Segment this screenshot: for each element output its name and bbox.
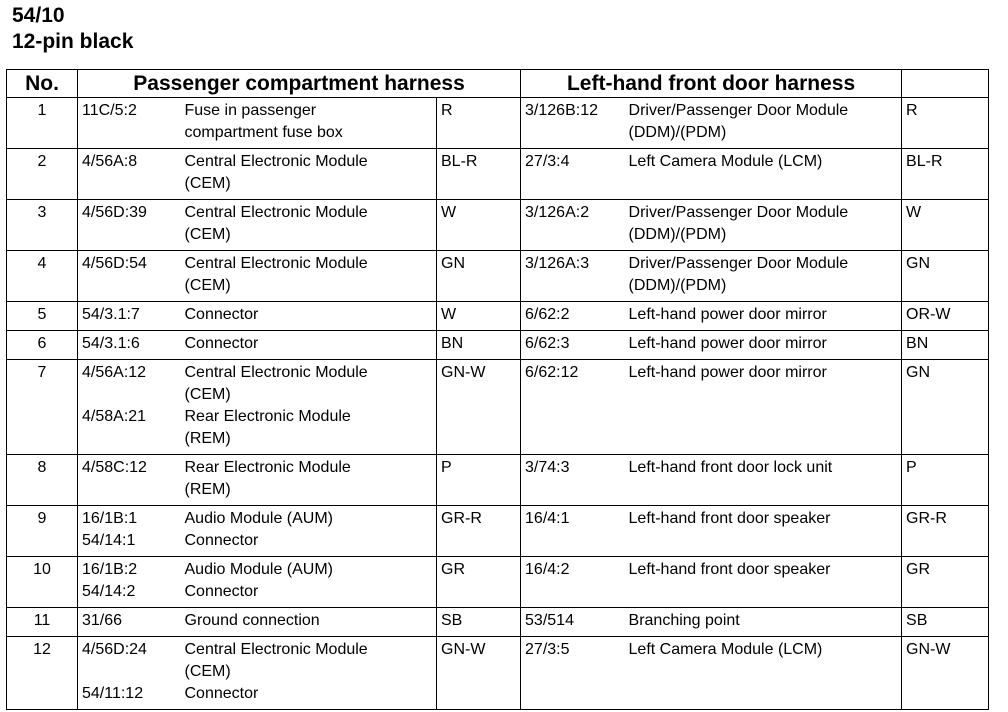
passenger-wire-color: GN-W — [437, 637, 521, 710]
passenger-component-description — [181, 200, 437, 251]
component-description-line: (CEM) — [184, 226, 231, 243]
door-component-code — [521, 149, 625, 200]
table-row — [7, 331, 989, 360]
passenger-component-description — [181, 608, 437, 637]
passenger-wire-color: GN-W — [437, 360, 521, 455]
connector-id: 54/10 — [12, 4, 65, 27]
component-description-line: (REM) — [184, 430, 231, 447]
component-code: 53/514 — [525, 612, 574, 629]
spacer — [82, 479, 177, 501]
spacer — [82, 661, 177, 683]
component-description-line: Rear Electronic Module — [184, 459, 351, 476]
component-code: 3/126A:3 — [525, 255, 590, 272]
pin-number: 6 — [7, 331, 78, 360]
component-description-line: Left-hand front door speaker — [628, 561, 831, 578]
pin-number: 9 — [7, 506, 78, 557]
table-row — [7, 360, 989, 455]
component-description-line: Fuse in passenger — [184, 102, 317, 119]
door-component-description — [625, 98, 902, 149]
door-component-description — [625, 637, 902, 710]
component-code: 4/56D:39 — [82, 204, 147, 221]
passenger-wire-color: GR — [437, 557, 521, 608]
pin-number: 5 — [7, 302, 78, 331]
passenger-component-code — [78, 455, 181, 506]
component-code: 3/126A:2 — [525, 204, 590, 221]
component-description-line: Left-hand power door mirror — [628, 364, 827, 381]
component-code: 4/56A:8 — [82, 153, 138, 170]
passenger-wire-color: W — [437, 200, 521, 251]
passenger-component-description — [181, 360, 437, 455]
pin-number: 4 — [7, 251, 78, 302]
component-description-line: Driver/Passenger Door Module — [628, 255, 849, 272]
door-component-code — [521, 200, 625, 251]
component-description-line: (CEM) — [184, 175, 231, 192]
spacer — [82, 122, 177, 144]
col-header-blank — [902, 70, 989, 98]
passenger-wire-color: GR-R — [437, 506, 521, 557]
component-description-line: Audio Module (AUM) — [184, 510, 333, 527]
table-row — [7, 251, 989, 302]
passenger-component-code — [78, 360, 181, 455]
door-wire-color: OR-W — [902, 302, 989, 331]
passenger-component-description — [181, 98, 437, 149]
component-code: 4/58A:21 — [82, 408, 147, 425]
passenger-wire-color: GN — [437, 251, 521, 302]
component-description-line: (DDM)/(PDM) — [628, 277, 727, 294]
door-wire-color: BN — [902, 331, 989, 360]
component-description-line: Central Electronic Module — [184, 364, 368, 381]
passenger-wire-color: BN — [437, 331, 521, 360]
component-description-line: Left-hand front door lock unit — [628, 459, 833, 476]
component-description-line: Central Electronic Module — [184, 641, 368, 658]
component-description-line: (CEM) — [184, 277, 231, 294]
col-header-no: No. — [7, 70, 78, 98]
component-code: 16/4:1 — [525, 510, 570, 527]
table-row — [7, 98, 989, 149]
door-component-code — [521, 251, 625, 302]
door-wire-color: SB — [902, 608, 989, 637]
passenger-component-code — [78, 506, 181, 557]
component-description-line: Left-hand power door mirror — [628, 335, 827, 352]
table-row — [7, 637, 989, 710]
door-component-description — [625, 331, 902, 360]
door-wire-color: GN — [902, 251, 989, 302]
door-component-code — [521, 557, 625, 608]
passenger-component-description — [181, 302, 437, 331]
passenger-component-description — [181, 455, 437, 506]
component-description-line: Central Electronic Module — [184, 255, 368, 272]
passenger-component-code — [78, 251, 181, 302]
passenger-component-description — [181, 557, 437, 608]
door-component-code — [521, 302, 625, 331]
passenger-component-code — [78, 331, 181, 360]
component-code: 54/3.1:7 — [82, 306, 140, 323]
pin-number: 10 — [7, 557, 78, 608]
door-component-code — [521, 455, 625, 506]
door-wire-color: GR — [902, 557, 989, 608]
spacer — [82, 384, 177, 406]
door-wire-color: GR-R — [902, 506, 989, 557]
component-description-line: (CEM) — [184, 386, 231, 403]
passenger-wire-color: BL-R — [437, 149, 521, 200]
door-wire-color: GN-W — [902, 637, 989, 710]
component-code: 27/3:5 — [525, 641, 570, 658]
component-description-line: Driver/Passenger Door Module — [628, 102, 849, 119]
component-description-line: Connector — [184, 335, 259, 352]
door-component-description — [625, 302, 902, 331]
connector-pin-table — [6, 69, 989, 710]
passenger-component-code — [78, 149, 181, 200]
pin-number: 11 — [7, 608, 78, 637]
component-code: 54/14:1 — [82, 532, 136, 549]
component-code: 3/126B:12 — [525, 102, 598, 119]
pin-number: 7 — [7, 360, 78, 455]
door-component-description — [625, 200, 902, 251]
component-description-line: Connector — [184, 306, 259, 323]
table-row — [7, 506, 989, 557]
passenger-component-description — [181, 637, 437, 710]
door-component-description — [625, 251, 902, 302]
component-description-line: Connector — [184, 583, 259, 600]
passenger-component-code — [78, 557, 181, 608]
pin-number: 8 — [7, 455, 78, 506]
component-code: 6/62:3 — [525, 335, 570, 352]
component-description-line: Ground connection — [184, 612, 320, 629]
door-component-description — [625, 360, 902, 455]
component-code: 16/1B:1 — [82, 510, 138, 527]
passenger-component-code — [78, 637, 181, 710]
component-description-line: Rear Electronic Module — [184, 408, 351, 425]
door-wire-color: R — [902, 98, 989, 149]
component-description-line: Left Camera Module (LCM) — [628, 153, 823, 170]
table-body — [7, 98, 989, 710]
component-code: 31/66 — [82, 612, 123, 629]
spacer — [82, 224, 177, 246]
door-component-code — [521, 506, 625, 557]
component-code: 11C/5:2 — [82, 102, 137, 119]
component-description-line: Left-hand power door mirror — [628, 306, 827, 323]
component-description-line: Branching point — [628, 612, 740, 629]
door-wire-color: GN — [902, 360, 989, 455]
component-code: 54/11:12 — [82, 685, 144, 702]
door-wire-color: BL-R — [902, 149, 989, 200]
component-description-line: Left Camera Module (LCM) — [628, 641, 823, 658]
passenger-component-code — [78, 98, 181, 149]
col-header-left-door-harness: Left-hand front door harness — [521, 70, 902, 98]
component-description-line: Connector — [184, 532, 259, 549]
component-code: 27/3:4 — [525, 153, 570, 170]
passenger-component-description — [181, 149, 437, 200]
door-component-code — [521, 360, 625, 455]
component-code: 4/56D:54 — [82, 255, 147, 272]
door-component-description — [625, 455, 902, 506]
spacer — [82, 275, 177, 297]
table-row — [7, 149, 989, 200]
table-row — [7, 608, 989, 637]
door-wire-color: W — [902, 200, 989, 251]
component-code: 6/62:12 — [525, 364, 579, 381]
door-component-code — [521, 331, 625, 360]
table-row — [7, 302, 989, 331]
passenger-component-code — [78, 302, 181, 331]
door-component-code — [521, 637, 625, 710]
door-component-description — [625, 149, 902, 200]
component-description-line: Central Electronic Module — [184, 153, 368, 170]
component-code: 16/4:2 — [525, 561, 570, 578]
passenger-component-description — [181, 251, 437, 302]
component-code: 4/58C:12 — [82, 459, 147, 476]
component-code: 16/1B:2 — [82, 561, 138, 578]
table-row — [7, 557, 989, 608]
component-description-line: (DDM)/(PDM) — [628, 124, 727, 141]
component-description-line: (CEM) — [184, 663, 231, 680]
connector-description: 12-pin black — [12, 30, 134, 53]
pin-number: 2 — [7, 149, 78, 200]
component-code: 54/3.1:6 — [82, 335, 140, 352]
component-description-line: Central Electronic Module — [184, 204, 368, 221]
door-component-description — [625, 608, 902, 637]
door-component-description — [625, 557, 902, 608]
passenger-component-code — [78, 608, 181, 637]
component-description-line: Left-hand front door speaker — [628, 510, 831, 527]
passenger-wire-color: SB — [437, 608, 521, 637]
component-code: 3/74:3 — [525, 459, 570, 476]
passenger-wire-color: W — [437, 302, 521, 331]
spacer — [82, 428, 177, 450]
door-wire-color: P — [902, 455, 989, 506]
passenger-component-description — [181, 331, 437, 360]
door-component-code — [521, 98, 625, 149]
component-description-line: compartment fuse box — [184, 124, 343, 141]
door-component-code — [521, 608, 625, 637]
passenger-wire-color: R — [437, 98, 521, 149]
passenger-wire-color: P — [437, 455, 521, 506]
passenger-component-description — [181, 506, 437, 557]
component-description-line: Driver/Passenger Door Module — [628, 204, 849, 221]
component-description-line: (REM) — [184, 481, 231, 498]
spacer — [82, 173, 177, 195]
table-row — [7, 455, 989, 506]
col-header-passenger-harness: Passenger compartment harness — [78, 70, 521, 98]
pin-number: 12 — [7, 637, 78, 710]
component-code: 6/62:2 — [525, 306, 570, 323]
table-row — [7, 200, 989, 251]
component-description-line: Audio Module (AUM) — [184, 561, 333, 578]
pin-number: 3 — [7, 200, 78, 251]
connector-heading — [12, 3, 133, 55]
component-code: 4/56A:12 — [82, 364, 147, 381]
component-code: 4/56D:24 — [82, 641, 147, 658]
component-description-line: Connector — [184, 685, 259, 702]
passenger-component-code — [78, 200, 181, 251]
door-component-description — [625, 506, 902, 557]
pin-number: 1 — [7, 98, 78, 149]
component-description-line: (DDM)/(PDM) — [628, 226, 727, 243]
component-code: 54/14:2 — [82, 583, 136, 600]
table-header-row — [7, 70, 989, 98]
